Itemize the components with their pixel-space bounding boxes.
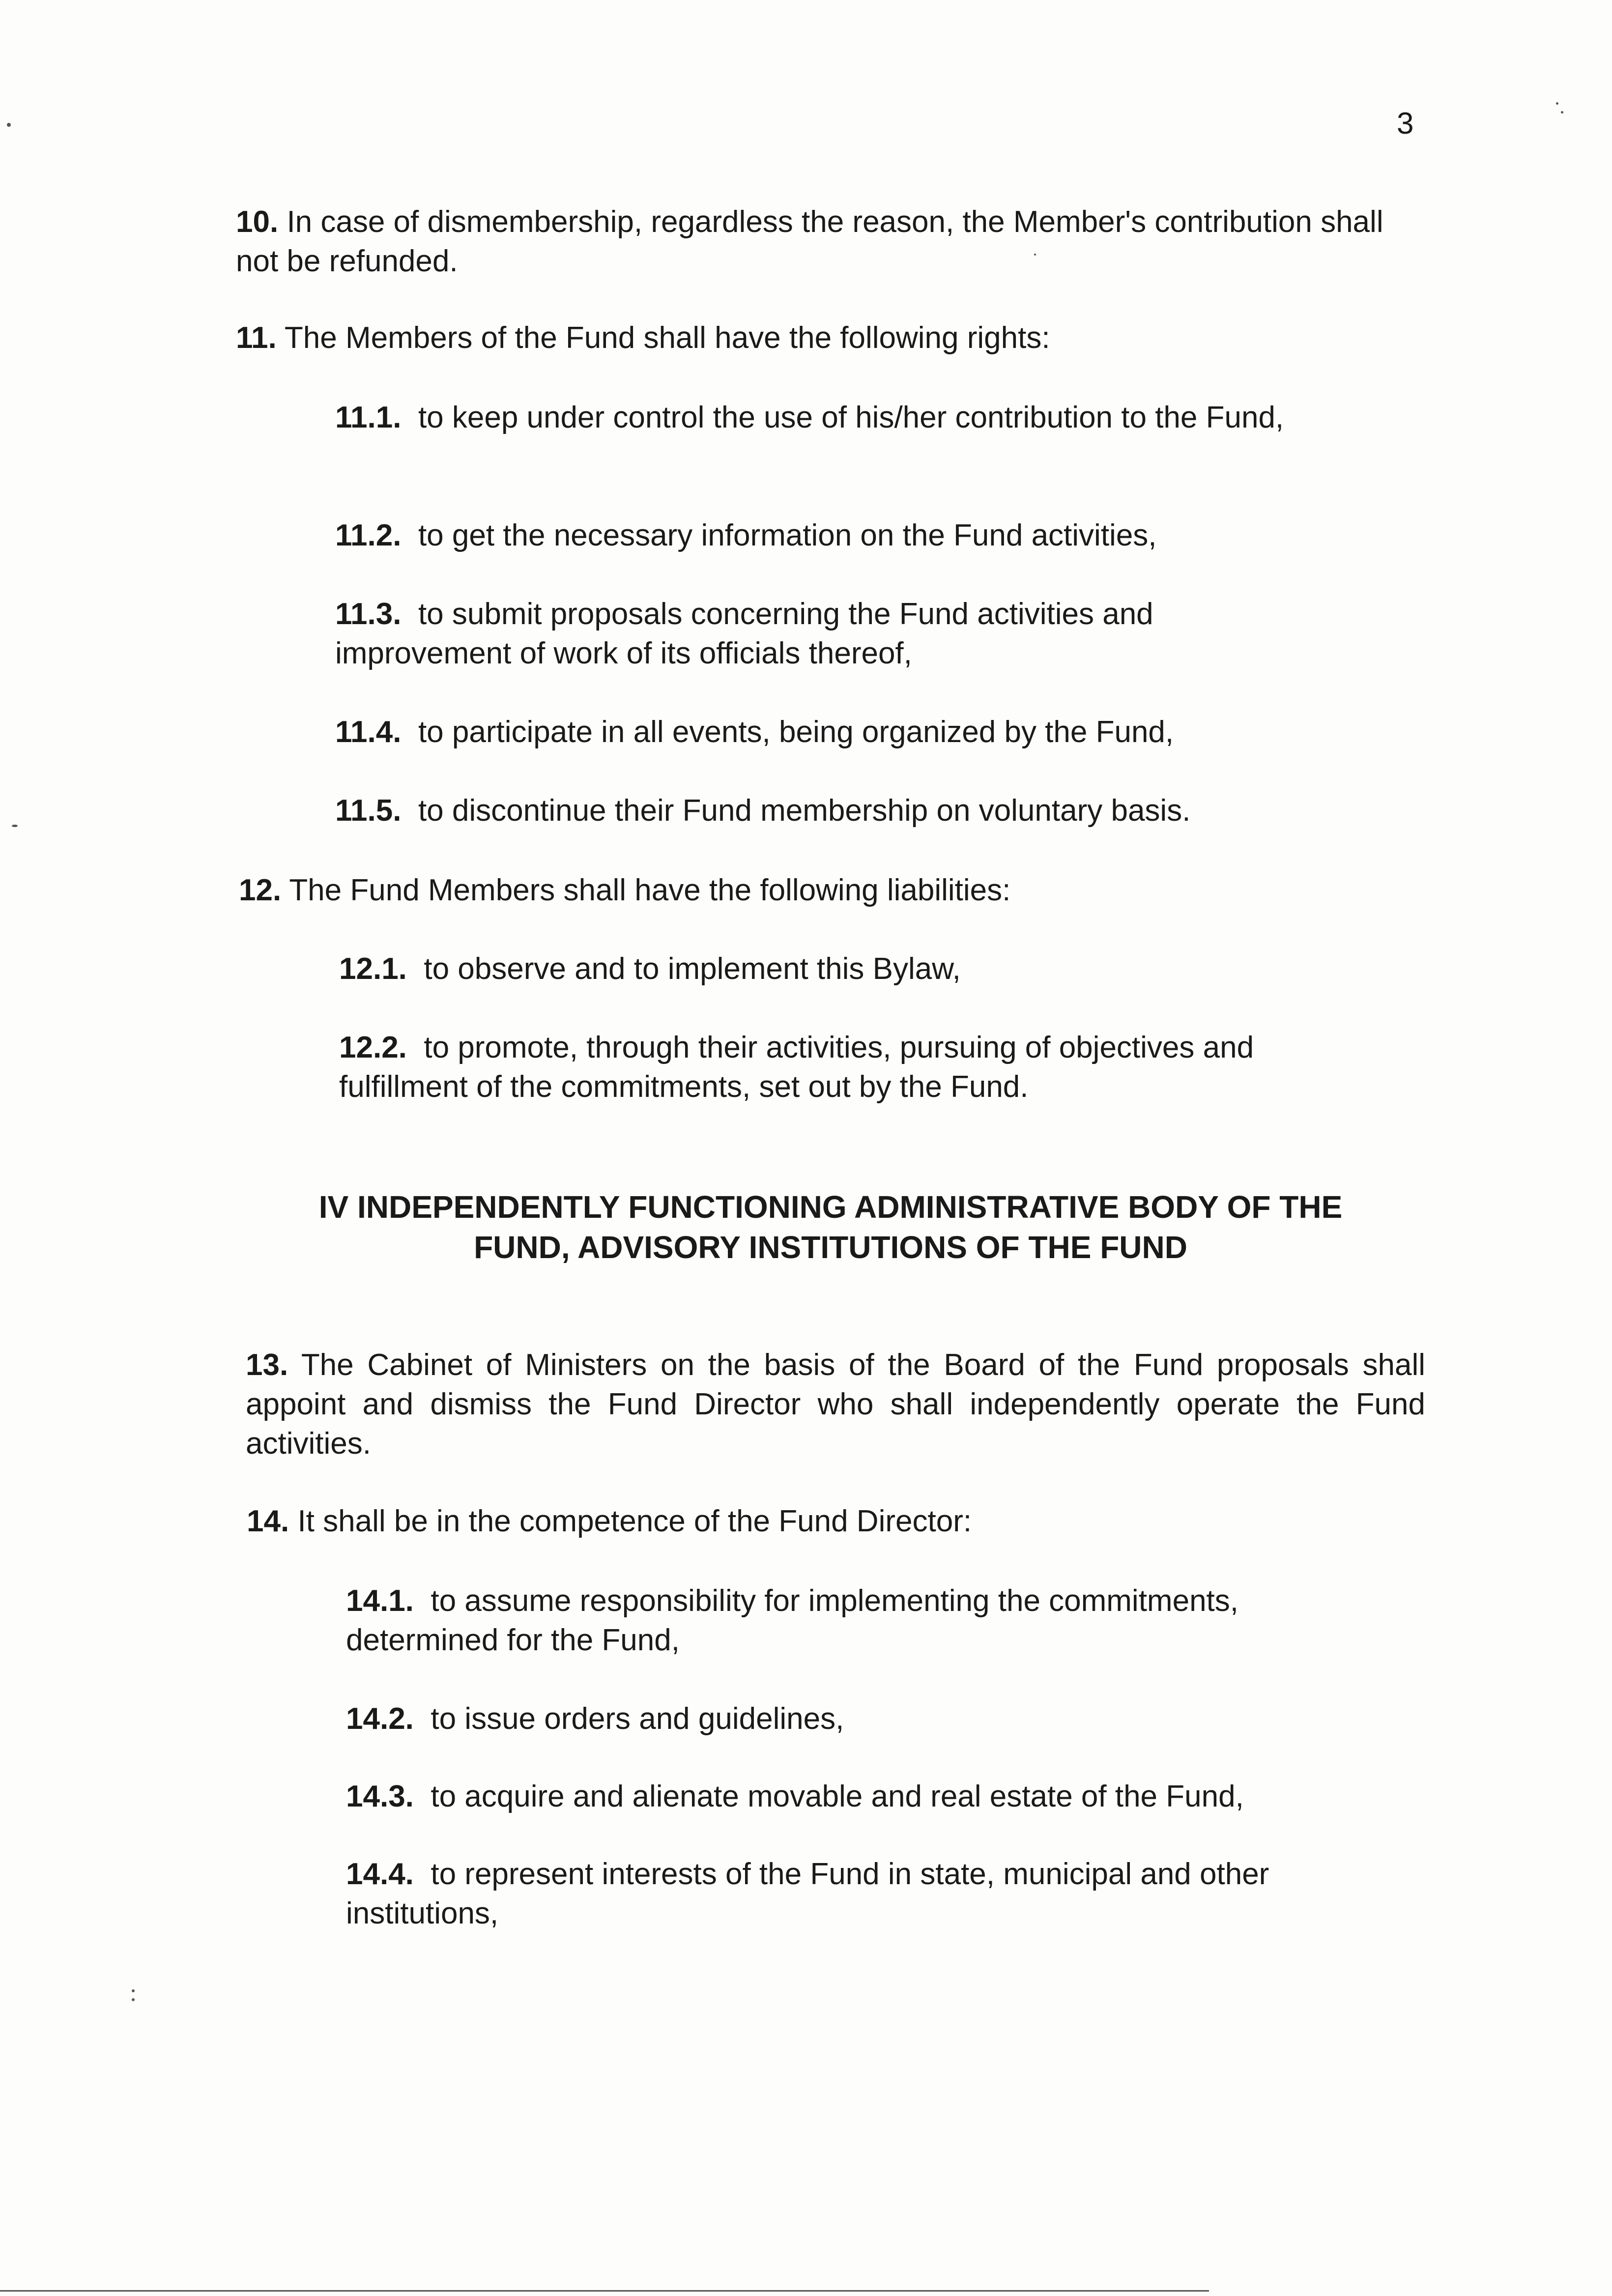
clause-text: In case of dismembership, regardless the reason, the Member's contribution shall not be refunded.: [236, 205, 1383, 278]
clause-text: to assume responsibility for implementing the commitments, determined for the Fund,: [346, 1584, 1238, 1657]
clause-text: The Cabinet of Ministers on the basis of the Board of the Fund proposals shall appoint and dismiss the Fund Director who shall independently operate the Fund activities.: [246, 1348, 1425, 1461]
clause-11-1: [335, 398, 1308, 437]
clause-number: 12.1.: [339, 952, 407, 986]
bottom-edge-rule: [0, 2290, 1209, 2292]
clause-text: The Members of the Fund shall have the following rights:: [284, 321, 1050, 355]
clause-14: [247, 1502, 1421, 1541]
clause-text: to keep under control the use of his/her contribution to the Fund,: [418, 401, 1284, 434]
clause-text: to promote, through their activities, pursuing of objectives and fulfillment of the commitments, set out by the Fund.: [339, 1031, 1254, 1104]
scan-speck: [1034, 254, 1036, 256]
scan-speck: [132, 1989, 135, 1992]
section-heading-line-1: IV INDEPENDENTLY FUNCTIONING ADMINISTRATIVE BODY OF THE: [318, 1189, 1343, 1225]
clause-text: to represent interests of the Fund in state, municipal and other institutions,: [346, 1857, 1269, 1930]
clause-number: 11.: [236, 321, 277, 355]
clause-number: 13.: [246, 1348, 288, 1382]
scan-speck: [12, 825, 18, 827]
section-heading-line-2: FUND, ADVISORY INSTITUTIONS OF THE FUND: [474, 1230, 1187, 1265]
clause-11-5: [335, 791, 1416, 831]
clause-14-3: [346, 1777, 1427, 1816]
clause-10: [236, 202, 1420, 281]
clause-11-2: [335, 516, 1416, 555]
clause-text: to participate in all events, being organized by the Fund,: [418, 715, 1174, 749]
clause-number: 10.: [236, 205, 279, 239]
clause-text: to issue orders and guidelines,: [431, 1702, 844, 1736]
clause-14-1: [346, 1581, 1358, 1660]
clause-number: 11.2.: [335, 518, 402, 552]
clause-11: [236, 318, 1420, 358]
clause-number: 11.4.: [335, 715, 402, 749]
clause-text: to get the necessary information on the Fund activities,: [418, 518, 1157, 552]
scan-speck: [7, 123, 11, 127]
scan-speck: [1561, 111, 1563, 114]
clause-number: 12.2.: [339, 1031, 407, 1064]
clause-text: to submit proposals concerning the Fund activities and improvement of work of its officials thereof,: [335, 597, 1153, 670]
clause-13: [246, 1346, 1425, 1464]
clause-number: 14.3.: [346, 1779, 414, 1813]
clause-text: The Fund Members shall have the following liabilities:: [289, 873, 1011, 907]
clause-12: [239, 871, 1418, 910]
clause-12-1: [339, 949, 1420, 989]
scan-speck: [132, 1998, 135, 2001]
clause-number: 11.1.: [335, 401, 402, 434]
clause-text: to observe and to implement this Bylaw,: [424, 952, 961, 986]
section-heading: [246, 1187, 1415, 1267]
clause-text: It shall be in the competence of the Fund Director:: [297, 1504, 972, 1538]
clause-number: 12.: [239, 873, 282, 907]
clause-text: to discontinue their Fund membership on voluntary basis.: [418, 794, 1191, 828]
clause-11-4: [335, 713, 1416, 752]
clause-number: 11.5.: [335, 794, 402, 828]
clause-11-3: [335, 595, 1298, 673]
clause-text: to acquire and alienate movable and real estate of the Fund,: [431, 1779, 1244, 1813]
clause-number: 14.: [247, 1504, 289, 1538]
page-number: 3: [1397, 107, 1414, 141]
clause-number: 14.1.: [346, 1584, 414, 1618]
clause-number: 14.2.: [346, 1702, 414, 1736]
clause-number: 14.4.: [346, 1857, 414, 1891]
scan-speck: [1556, 102, 1558, 105]
clause-14-4: [346, 1855, 1383, 1933]
clause-14-2: [346, 1699, 1427, 1739]
clause-number: 11.3.: [335, 597, 402, 631]
clause-12-2: [339, 1028, 1352, 1107]
